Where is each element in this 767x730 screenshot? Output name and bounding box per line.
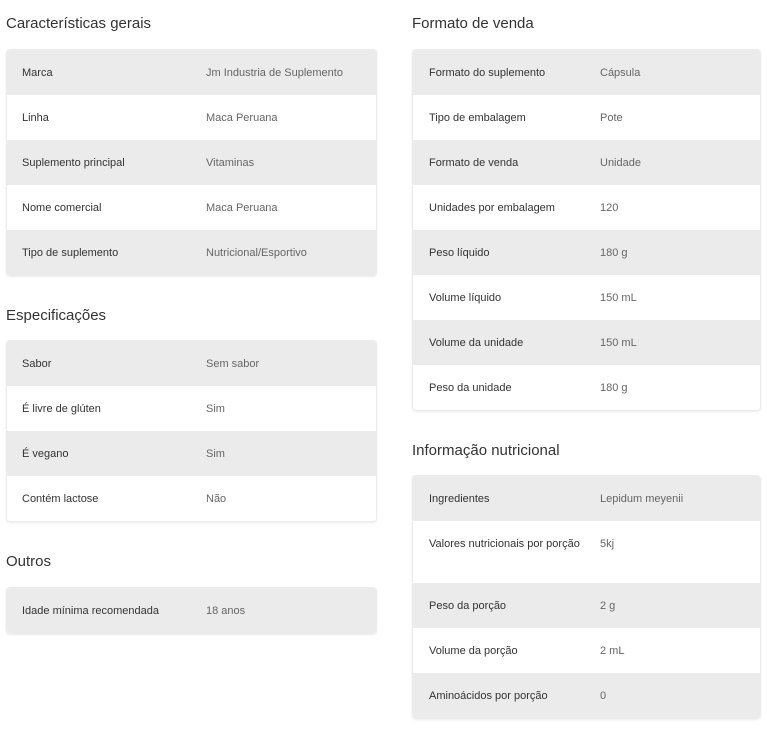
row-value: Unidade [600,156,641,169]
outros-table [6,587,377,634]
row-key: Formato de venda [429,156,519,169]
table-row [7,185,376,230]
table-row [413,476,760,521]
row-value: Lepidum meyenii [600,492,684,505]
row-key: É livre de glúten [22,402,101,415]
section-especificacoes [6,305,375,327]
row-value: Nutricional/Esportivo [206,246,307,259]
table-row [7,431,376,476]
table-row [7,476,376,521]
section-formato-de-venda [412,13,759,35]
section-title: Especificações [6,307,107,324]
table-row [7,50,376,95]
section-title: Outros [6,553,52,570]
row-key: Peso da porção [429,599,507,612]
section-caracteristicas-gerais [6,13,375,35]
row-value: 180 g [600,246,628,259]
row-key: Tipo de suplemento [22,246,119,259]
row-key: Peso líquido [429,246,490,259]
row-value: 180 g [600,381,628,394]
row-value: Pote [600,111,623,124]
section-title: Características gerais [6,15,152,32]
row-key: Tipo de embalagem [429,111,526,124]
row-key: Peso da unidade [429,381,512,394]
row-key: Valores nutricionais por porção [429,538,580,550]
row-value: Jm Industria de Suplemento [206,66,343,79]
row-key: Idade mínima recomendada [22,604,159,617]
table-row [7,140,376,185]
formato-de-venda-table [412,49,761,411]
section-title: Formato de venda [412,15,534,32]
table-row [7,588,376,633]
table-row [413,95,760,140]
row-value: 5kj [600,538,615,550]
table-row [413,320,760,365]
table-row [7,95,376,140]
row-value: 0 [600,689,607,702]
table-row [413,50,760,95]
row-value: Maca Peruana [206,111,278,124]
row-key: Suplemento principal [22,156,125,169]
table-row [413,521,760,583]
row-value: Sem sabor [206,357,260,370]
row-value: 2 g [600,599,616,612]
row-value: 2 mL [600,644,625,657]
row-key: Volume líquido [429,291,502,304]
table-row [413,185,760,230]
row-key: Volume da porção [429,644,518,657]
row-key: Ingredientes [429,492,490,505]
row-key: Volume da unidade [429,336,524,349]
section-informacao-nutricional [412,440,759,462]
row-value: 120 [600,201,619,214]
row-key: Aminoácidos por porção [429,689,548,702]
row-value: Sim [206,402,225,415]
row-key: Formato do suplemento [429,66,546,79]
table-row [7,230,376,275]
row-value: Não [206,492,227,505]
section-outros [6,551,375,573]
row-value: Cápsula [600,66,641,79]
informacao-nutricional-table [412,475,761,719]
row-value: Vitaminas [206,156,255,169]
table-row [413,628,760,673]
section-title: Informação nutricional [412,442,560,459]
row-key: Nome comercial [22,201,102,214]
table-row [413,275,760,320]
row-value: 150 mL [600,336,637,349]
caracteristicas-gerais-table [6,49,377,276]
row-key: Sabor [22,357,52,370]
row-key: É vegano [22,447,69,460]
table-row [413,583,760,628]
table-row [413,140,760,185]
especificacoes-table [6,340,377,522]
row-key: Contém lactose [22,492,99,505]
table-row [413,365,760,410]
row-key: Linha [22,111,49,124]
row-value: Sim [206,447,225,460]
table-row [413,673,760,718]
table-row [413,230,760,275]
row-key: Unidades por embalagem [429,201,555,214]
table-row [7,386,376,431]
table-row [7,341,376,386]
row-key: Marca [22,66,53,79]
row-value: Maca Peruana [206,201,278,214]
row-value: 18 anos [206,604,246,617]
row-value: 150 mL [600,291,637,304]
